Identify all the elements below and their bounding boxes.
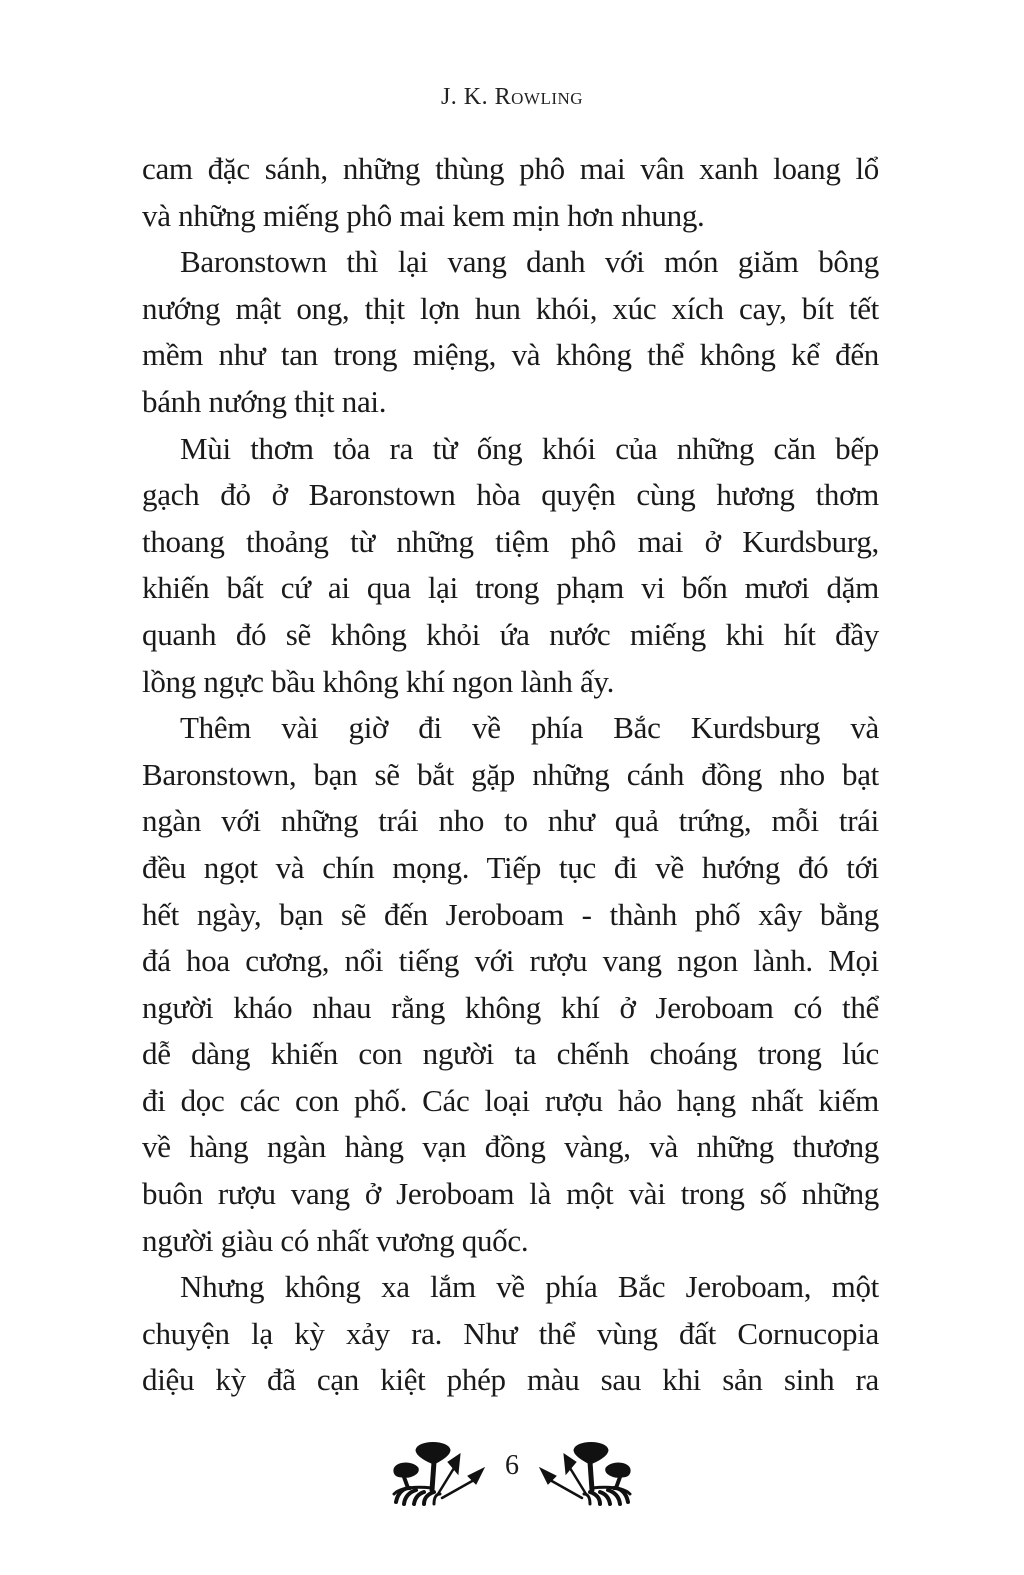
text-line: quanh đó sẽ không khỏi ứa nước miếng khi hít đầy <box>142 616 879 652</box>
text-line: đá hoa cương, nổi tiếng với rượu vang ngon lành. Mọi <box>142 943 879 979</box>
page-number: 6 <box>505 1450 519 1481</box>
text-line: dễ dàng khiến con người ta chếnh choáng trong lúc <box>142 1036 879 1072</box>
text-line: Mùi thơm tỏa ra từ ống khói của những căn bếp <box>180 430 879 466</box>
text-line: người giàu có nhất vương quốc. <box>142 1222 529 1258</box>
text-line: bánh nướng thịt nai. <box>142 383 387 419</box>
text-line: Baronstown, bạn sẽ bắt gặp những cánh đồng nho bạt <box>142 756 879 792</box>
author-initials: J. K. <box>440 84 495 110</box>
text-line: Nhưng không xa lắm về phía Bắc Jeroboam, một <box>180 1269 879 1305</box>
text-line: cam đặc sánh, những thùng phô mai vân xanh loang lổ <box>142 151 879 186</box>
text-line: chuyện lạ kỳ xảy ra. Như thể vùng đất Cornucopia <box>142 1315 879 1351</box>
text-line: về hàng ngàn hàng vạn đồng vàng, và những thương <box>142 1129 879 1165</box>
text-line: hết ngày, bạn sẽ đến Jeroboam - thành phố xây bằng <box>142 896 879 932</box>
body-text <box>142 146 879 1404</box>
page-footer <box>0 1432 1024 1512</box>
text-line: thoang thoảng từ những tiệm phô mai ở Kurdsburg, <box>142 523 879 559</box>
text-line: mềm như tan trong miệng, và không thể không kể đến <box>142 337 879 373</box>
text-line: Thêm vài giờ đi về phía Bắc Kurdsburg và <box>180 710 879 746</box>
author-surname: Rowling <box>494 84 584 110</box>
text-line: người kháo nhau rằng không khí ở Jeroboam có thể <box>142 989 879 1025</box>
running-header <box>0 84 1024 111</box>
text-line: lồng ngực bầu không khí ngon lành ấy. <box>142 663 615 699</box>
text-line: đều ngọt và chín mọng. Tiếp tục đi về hướng đó tới <box>142 849 879 885</box>
mushroom-ornament-icon <box>536 1432 636 1512</box>
text-line: Baronstown thì lại vang danh với món giăm bông <box>180 244 879 280</box>
text-line: khiến bất cứ ai qua lại trong phạm vi bốn mươi dặm <box>142 570 879 606</box>
text-line: diệu kỳ đã cạn kiệt phép màu sau khi sản sinh ra <box>142 1362 879 1398</box>
text-line: nướng mật ong, thịt lợn hun khói, xúc xích cay, bít tết <box>142 290 879 326</box>
text-line: buôn rượu vang ở Jeroboam là một vài trong số những <box>142 1176 879 1212</box>
text-line: đi dọc các con phố. Các loại rượu hảo hạng nhất kiếm <box>142 1082 879 1118</box>
text-line: ngàn với những trái nho to như quả trứng, mỗi trái <box>142 803 879 839</box>
text-line: gạch đỏ ở Baronstown hòa quyện cùng hương thơm <box>142 477 879 513</box>
text-line: và những miếng phô mai kem mịn hơn nhung. <box>142 197 705 233</box>
